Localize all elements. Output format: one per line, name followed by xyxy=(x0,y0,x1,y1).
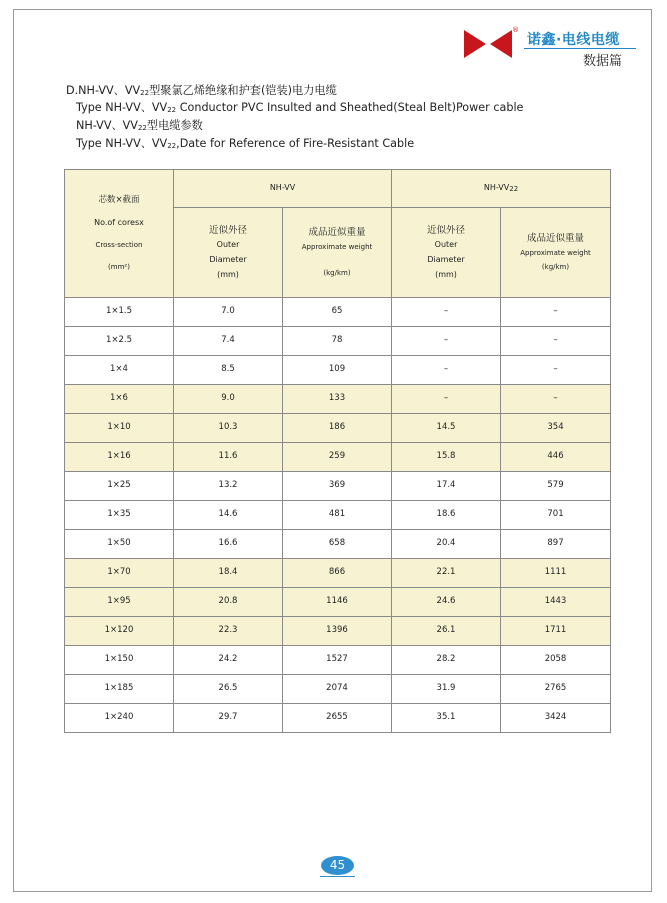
table-row xyxy=(65,472,611,501)
cell-od-nh-vv: 10.3 xyxy=(174,414,283,443)
cell-size: 1×10 xyxy=(65,414,174,443)
cell-weight-nh-vv: 658 xyxy=(283,530,392,559)
table-row xyxy=(65,443,611,472)
cell-weight-nh-vv: 1396 xyxy=(283,617,392,646)
cell-size: 1×150 xyxy=(65,646,174,675)
cell-weight-nh-vv22: – xyxy=(501,327,611,356)
header-outer-diameter: 近似外径 Outer Diameter (mm) xyxy=(174,208,283,298)
table-row xyxy=(65,530,611,559)
brand-logo-icon xyxy=(464,30,512,58)
cell-od-nh-vv: 16.6 xyxy=(174,530,283,559)
cell-od-nh-vv22: – xyxy=(392,298,501,327)
table-row xyxy=(65,646,611,675)
heading-line-4: Type NH-VV、$VV_{22},Date$ for Reference of Fire-Resistant Cable xyxy=(76,137,415,150)
cell-weight-nh-vv22: 1443 xyxy=(501,588,611,617)
table-row xyxy=(65,675,611,704)
cell-weight-nh-vv22: 579 xyxy=(501,472,611,501)
cell-od-nh-vv22: – xyxy=(392,327,501,356)
table-row xyxy=(65,559,611,588)
cell-weight-nh-vv: 109 xyxy=(283,356,392,385)
cell-od-nh-vv22: 18.6 xyxy=(392,501,501,530)
cell-weight-nh-vv22: 354 xyxy=(501,414,611,443)
cell-weight-nh-vv22: 446 xyxy=(501,443,611,472)
cell-od-nh-vv22: – xyxy=(392,356,501,385)
cell-od-nh-vv: 20.8 xyxy=(174,588,283,617)
cell-od-nh-vv22: 24.6 xyxy=(392,588,501,617)
brand-underline xyxy=(524,48,636,49)
cell-weight-nh-vv: 2074 xyxy=(283,675,392,704)
cell-weight-nh-vv22: 3424 xyxy=(501,704,611,733)
cell-size: 1×16 xyxy=(65,443,174,472)
heading-line-3: NH-VV、$VV_{22}$型电缆参数 xyxy=(76,119,203,132)
cell-size: 1×1.5 xyxy=(65,298,174,327)
table-row xyxy=(65,588,611,617)
table-row xyxy=(65,414,611,443)
cell-od-nh-vv22: 26.1 xyxy=(392,617,501,646)
cell-size: 1×185 xyxy=(65,675,174,704)
brand-section: 数据篇 xyxy=(583,54,623,69)
cell-weight-nh-vv: 369 xyxy=(283,472,392,501)
cable-parameter-table xyxy=(64,169,611,733)
cell-size: 1×50 xyxy=(65,530,174,559)
page-number-underline xyxy=(320,876,355,877)
cell-od-nh-vv22: 15.8 xyxy=(392,443,501,472)
cell-od-nh-vv: 26.5 xyxy=(174,675,283,704)
cell-od-nh-vv: 13.2 xyxy=(174,472,283,501)
cell-weight-nh-vv22: 2765 xyxy=(501,675,611,704)
page-number: 45 xyxy=(321,856,354,875)
table-row xyxy=(65,385,611,414)
table-row xyxy=(65,617,611,646)
cell-od-nh-vv: 22.3 xyxy=(174,617,283,646)
cell-weight-nh-vv22: 897 xyxy=(501,530,611,559)
cell-od-nh-vv22: 14.5 xyxy=(392,414,501,443)
cell-size: 1×25 xyxy=(65,472,174,501)
cell-weight-nh-vv22: 701 xyxy=(501,501,611,530)
cell-size: 1×35 xyxy=(65,501,174,530)
header-group-nh-vv: NH-VV xyxy=(174,170,392,208)
header-size: 芯数×截面 No.of coresx Cross-section (mm²) xyxy=(65,170,174,298)
table-row xyxy=(65,327,611,356)
table-row xyxy=(65,356,611,385)
registered-mark: ® xyxy=(512,26,519,34)
cell-size: 1×120 xyxy=(65,617,174,646)
cell-od-nh-vv: 29.7 xyxy=(174,704,283,733)
cell-weight-nh-vv: 481 xyxy=(283,501,392,530)
cell-weight-nh-vv: 65 xyxy=(283,298,392,327)
cell-weight-nh-vv22: 1111 xyxy=(501,559,611,588)
cell-weight-nh-vv: 78 xyxy=(283,327,392,356)
cell-weight-nh-vv: 866 xyxy=(283,559,392,588)
cell-od-nh-vv: 24.2 xyxy=(174,646,283,675)
cell-od-nh-vv: 7.0 xyxy=(174,298,283,327)
header-outer-diameter: 近似外径 Outer Diameter (mm) xyxy=(392,208,501,298)
brand-title: 诺鑫·电线电缆 xyxy=(527,32,620,48)
table-row xyxy=(65,298,611,327)
cell-size: 1×2.5 xyxy=(65,327,174,356)
cell-od-nh-vv22: 35.1 xyxy=(392,704,501,733)
cell-od-nh-vv22: – xyxy=(392,385,501,414)
cell-weight-nh-vv22: – xyxy=(501,356,611,385)
cell-od-nh-vv22: 17.4 xyxy=(392,472,501,501)
header-approx-weight: 成品近似重量 Approximate weight (kg/km) xyxy=(501,208,611,298)
cell-od-nh-vv: 11.6 xyxy=(174,443,283,472)
cell-od-nh-vv: 18.4 xyxy=(174,559,283,588)
cell-od-nh-vv22: 20.4 xyxy=(392,530,501,559)
cell-weight-nh-vv: 2655 xyxy=(283,704,392,733)
cell-weight-nh-vv22: 2058 xyxy=(501,646,611,675)
cell-weight-nh-vv: 133 xyxy=(283,385,392,414)
cell-weight-nh-vv: 1527 xyxy=(283,646,392,675)
cell-od-nh-vv: 9.0 xyxy=(174,385,283,414)
header-approx-weight: 成品近似重量 Approximate weight (kg/km) xyxy=(283,208,392,298)
cell-od-nh-vv22: 28.2 xyxy=(392,646,501,675)
cell-size: 1×95 xyxy=(65,588,174,617)
cell-od-nh-vv: 7.4 xyxy=(174,327,283,356)
heading-line-2: Type NH-VV、$VV_{22}$ Conductor PVC Insulted and Sheathed(Steal Belt)Power cable xyxy=(76,101,524,114)
cell-size: 1×70 xyxy=(65,559,174,588)
table-row xyxy=(65,501,611,530)
cell-weight-nh-vv: 1146 xyxy=(283,588,392,617)
cell-od-nh-vv22: 22.1 xyxy=(392,559,501,588)
cell-size: 1×6 xyxy=(65,385,174,414)
cell-weight-nh-vv22: 1711 xyxy=(501,617,611,646)
cell-size: 1×4 xyxy=(65,356,174,385)
cell-od-nh-vv22: 31.9 xyxy=(392,675,501,704)
heading-line-1: D.NH-VV、$VV_{22}$型聚氯乙烯绝缘和护套(铠装)电力电缆 xyxy=(66,84,337,97)
cell-weight-nh-vv: 259 xyxy=(283,443,392,472)
cell-weight-nh-vv22: – xyxy=(501,298,611,327)
cell-size: 1×240 xyxy=(65,704,174,733)
cell-weight-nh-vv: 186 xyxy=(283,414,392,443)
table-row xyxy=(65,704,611,733)
cell-od-nh-vv: 8.5 xyxy=(174,356,283,385)
cell-weight-nh-vv22: – xyxy=(501,385,611,414)
cell-od-nh-vv: 14.6 xyxy=(174,501,283,530)
header-group-nh-vv22: $NH-VV_{22}$ xyxy=(392,170,611,208)
